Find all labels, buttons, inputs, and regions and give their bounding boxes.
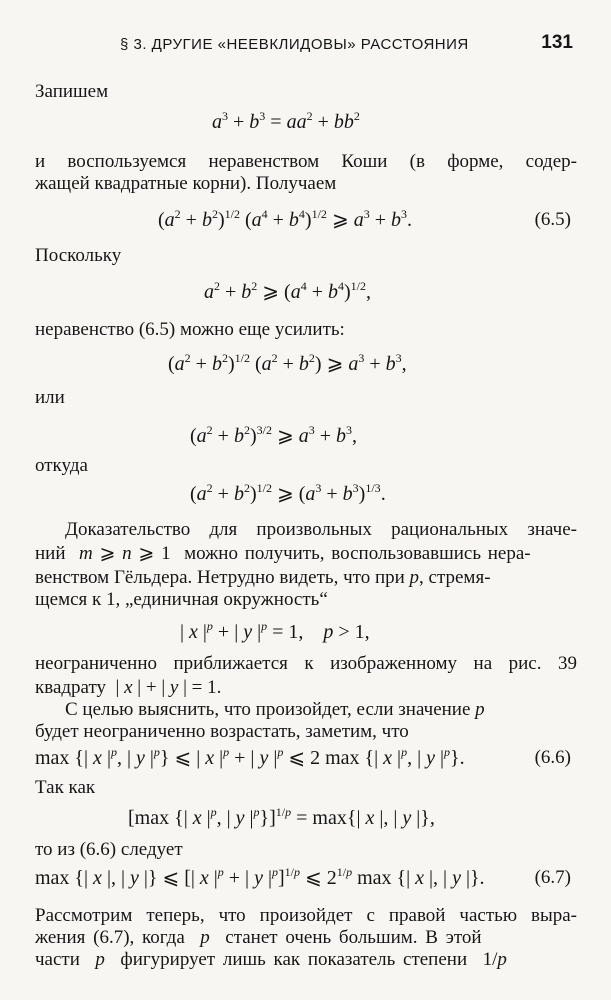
text-line: Запишем — [35, 81, 109, 102]
text-line: неравенство (6.5) можно еще усилить: — [35, 319, 345, 340]
formula-unit-circle: | x $|^p$ + | y $|^p = 1$, p > 1, — [180, 619, 370, 643]
text-line: жения (6.7), когда p станет очень большим. В этой — [35, 927, 482, 948]
formula-6-6: max {| x $|^p$, | y $|^p$} ⩽ | x $|^p$ + | y $|^p$ ⩽ 2 max {| x $|^p$, | y $|^p$}. — [35, 745, 465, 769]
text-line: то из (6.6) следует — [35, 839, 183, 860]
text-line: венством Гёльдера. Нетрудно видеть, что при p, стремя- — [35, 567, 491, 588]
text-line: неограниченно приближается к изображенному на рис. 39 — [35, 653, 577, 674]
text-line: ний m ⩾ n ⩾ 1 можно получить, воспользовавшись нера- — [35, 543, 531, 564]
formula-3: $(a^2 + b^2)^{1/2}$ $(a^2 + b^2)$ ⩾ $a^3 + b^3$, — [168, 351, 407, 375]
running-header — [0, 34, 611, 58]
page-number: 131 — [541, 32, 573, 53]
text-line: будет неограниченно возрастать, заметим, что — [35, 721, 409, 742]
text-line: Доказательство для произвольных рациональных значе- — [65, 519, 577, 540]
text-line: щемся к 1, „единичная окружность“ — [35, 589, 328, 610]
formula-2: $a^2 + b^2$ ⩾ $(a^4 + b^4)^{1/2}$, — [204, 279, 371, 303]
equation-number: (6.6) — [534, 747, 571, 768]
formula-max: [max {| x $|^p$, | y $|^p\}]^{1/p} = \max\{|$ x |, | y |}, — [128, 805, 435, 829]
formula-6-5: $(a^2 + b^2)^{1/2}$ $(a^4 + b^4)^{1/2}$ ⩾ $a^3 + b^3$. — [158, 207, 412, 231]
text-line: Поскольку — [35, 245, 122, 266]
formula-6-7: max {| x |, | y |} ⩽ [| x $|^p$ + | y $|^p]^{1/p}$ ⩽ $2^{1/p}$ max {| x |, | y |}. — [35, 865, 485, 889]
formula-5: $(a^2 + b^2)^{1/2}$ ⩾ $(a^3 + b^3)^{1/3}$. — [190, 481, 386, 505]
text-line: откуда — [35, 455, 88, 476]
equation-number: (6.7) — [534, 867, 571, 888]
text-line: С целью выяснить, что произойдет, если значение p — [65, 699, 485, 720]
text-line: Так как — [35, 777, 96, 798]
text-line: жащей квадратные корни). Получаем — [35, 173, 337, 194]
chapter-title: § 3. ДРУГИЕ «НЕЕВКЛИДОВЫ» РАССТОЯНИЯ — [120, 36, 469, 53]
text-line: и воспользуемся неравенством Коши (в форме, содер- — [35, 151, 577, 172]
text-line: Рассмотрим теперь, что произойдет с правой частью выра- — [35, 905, 577, 926]
text-line: части p фигурирует лишь как показатель степени 1/p — [35, 949, 507, 970]
equation-number: (6.5) — [534, 209, 571, 230]
formula-1: $a^3 + b^3 = aa^2 + bb^2$ — [212, 109, 360, 133]
text-line: или — [35, 387, 65, 408]
formula-4: $(a^2 + b^2)^{3/2}$ ⩾ $a^3 + b^3$, — [190, 423, 358, 447]
text-line: квадрату | x | + | y | = 1. — [35, 677, 222, 698]
